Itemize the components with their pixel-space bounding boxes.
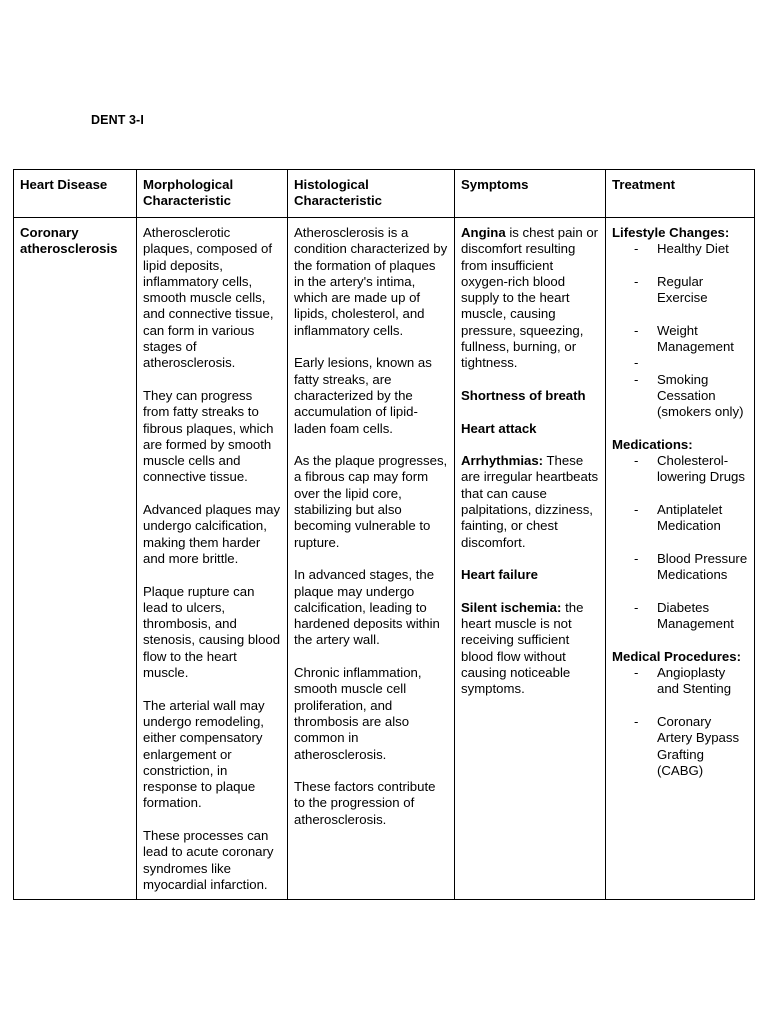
morphological-paragraph: Advanced plaques may undergo calcification, making them harder and more brittle. (143, 502, 281, 566)
histological-paragraph: Atherosclerosis is a condition characterized by the formation of plaques in the artery's intima, which are made up of lipids, cholesterol, and inflammatory cells. (294, 225, 448, 338)
treatment-cell (606, 218, 755, 900)
list-item-text: Coronary Artery Bypass Grafting (CABG) (657, 713, 740, 778)
symptom-term: Silent ischemia: (461, 599, 562, 615)
list-item-text: Regular Exercise (657, 273, 708, 306)
symptom-term: Arrhythmias: (461, 453, 544, 469)
document-title: DENT 3-I (91, 113, 144, 127)
dash-bullet: - (634, 453, 639, 469)
dash-bullet: - (634, 322, 639, 338)
list-item-text: Weight Management (657, 322, 734, 355)
heart-disease-table (13, 169, 755, 900)
list-item (612, 323, 748, 356)
histological-paragraph: Early lesions, known as fatty streaks, are characterized by the accumulation of lipid-laden foam cells. (294, 355, 432, 436)
morphological-paragraph: These processes can lead to acute coronary syndromes like myocardial infarction. (143, 827, 274, 892)
list-item (612, 372, 748, 421)
list-item (612, 600, 748, 633)
medications-heading: Medications: (612, 436, 693, 452)
list-item (612, 502, 748, 535)
list-item (612, 274, 748, 307)
list-item (612, 453, 748, 486)
medications-section (612, 437, 748, 633)
dash-bullet: - (634, 713, 639, 729)
list-item (612, 665, 748, 698)
lifestyle-heading: Lifestyle Changes: (612, 225, 730, 240)
procedures-heading: Medical Procedures: (612, 648, 741, 664)
symptoms-cell (455, 218, 606, 900)
dash-bullet: - (634, 355, 639, 371)
morphological-paragraph: They can progress from fatty streaks to fibrous plaques, which are formed by smooth muscle cells and connective tissue. (143, 387, 274, 485)
histological-cell (288, 218, 455, 900)
list-item (612, 714, 748, 779)
header-histological: Histological Characteristic (288, 170, 455, 218)
symptom-heart-failure: Heart failure (461, 567, 538, 583)
list-item-text: Blood Pressure Medications (657, 550, 748, 583)
list-item-text: Antiplatelet Medication (657, 502, 723, 534)
list-item-text: Angioplasty and Stenting (657, 665, 732, 697)
symptom-description: the heart muscle is not receiving sufficient blood flow without causing noticeable symptoms. (461, 599, 584, 697)
table-header-row (14, 170, 755, 218)
dash-bullet: - (634, 599, 639, 615)
disease-name: Coronary atherosclerosis (20, 225, 118, 257)
symptom-term: Angina (461, 225, 506, 240)
symptom-arrhythmias (461, 453, 599, 551)
dash-bullet: - (634, 502, 639, 518)
disease-cell (14, 218, 137, 900)
symptom-description: These are irregular heartbeats that can cause palpitations, dizziness, fainting, or chest discomfort. (461, 453, 599, 550)
morphological-paragraph: Atherosclerotic plaques, composed of lipid deposits, inflammatory cells, smooth muscle cells, and connective tissue, can form in various stages of atherosclerosis. (143, 225, 274, 371)
dash-bullet: - (634, 273, 639, 289)
dash-bullet: - (634, 241, 639, 257)
procedures-section (612, 649, 748, 779)
lifestyle-section (612, 225, 748, 421)
morphological-cell (137, 218, 288, 900)
dash-bullet: - (634, 665, 639, 681)
list-item (612, 551, 748, 584)
list-item (612, 241, 748, 257)
header-heart-disease: Heart Disease (14, 170, 137, 218)
morphological-paragraph: The arterial wall may undergo remodeling, either compensatory enlargement or constriction, in response to plaque formation. (143, 697, 265, 811)
lifestyle-list (612, 241, 748, 420)
histological-paragraph: As the plaque progresses, a fibrous cap may form over the lipid core, stabilizing but also becoming vulnerable to rupture. (294, 453, 448, 550)
list-item (612, 355, 748, 371)
list-item-text (657, 355, 748, 371)
list-item-text: Cholesterol-lowering Drugs (657, 453, 745, 485)
table-row (14, 218, 755, 900)
histological-paragraph: These factors contribute to the progression of atherosclerosis. (294, 779, 436, 827)
header-treatment: Treatment (606, 170, 755, 218)
list-item-text: Diabetes Management (657, 599, 734, 632)
medications-list (612, 453, 748, 632)
list-item-text: Smoking Cessation (smokers only) (657, 371, 744, 420)
symptom-angina (461, 225, 599, 372)
symptom-silent-ischemia (461, 600, 599, 698)
histological-paragraph: Chronic inflammation, smooth muscle cell proliferation, and thrombosis are also common in atherosclerosis. (294, 665, 422, 762)
morphological-paragraph: Plaque rupture can lead to ulcers, thrombosis, and stenosis, causing blood flow to the heart muscle. (143, 583, 281, 681)
dash-bullet: - (634, 550, 639, 566)
symptom-shortness-of-breath: Shortness of breath (461, 387, 586, 403)
symptom-description: is chest pain or discomfort resulting from insufficient oxygen-rich blood supply to the heart muscle, causing pressure, squeezing, fullness, burning, or tightness. (461, 225, 599, 371)
header-morphological: Morphological Characteristic (137, 170, 288, 218)
symptom-heart-attack: Heart attack (461, 420, 537, 436)
procedures-list (612, 665, 748, 779)
header-symptoms: Symptoms (455, 170, 606, 218)
histological-paragraph: In advanced stages, the plaque may undergo calcification, leading to hardened deposits within the artery wall. (294, 567, 440, 648)
dash-bullet: - (634, 371, 639, 387)
list-item-text: Healthy Diet (657, 241, 729, 257)
